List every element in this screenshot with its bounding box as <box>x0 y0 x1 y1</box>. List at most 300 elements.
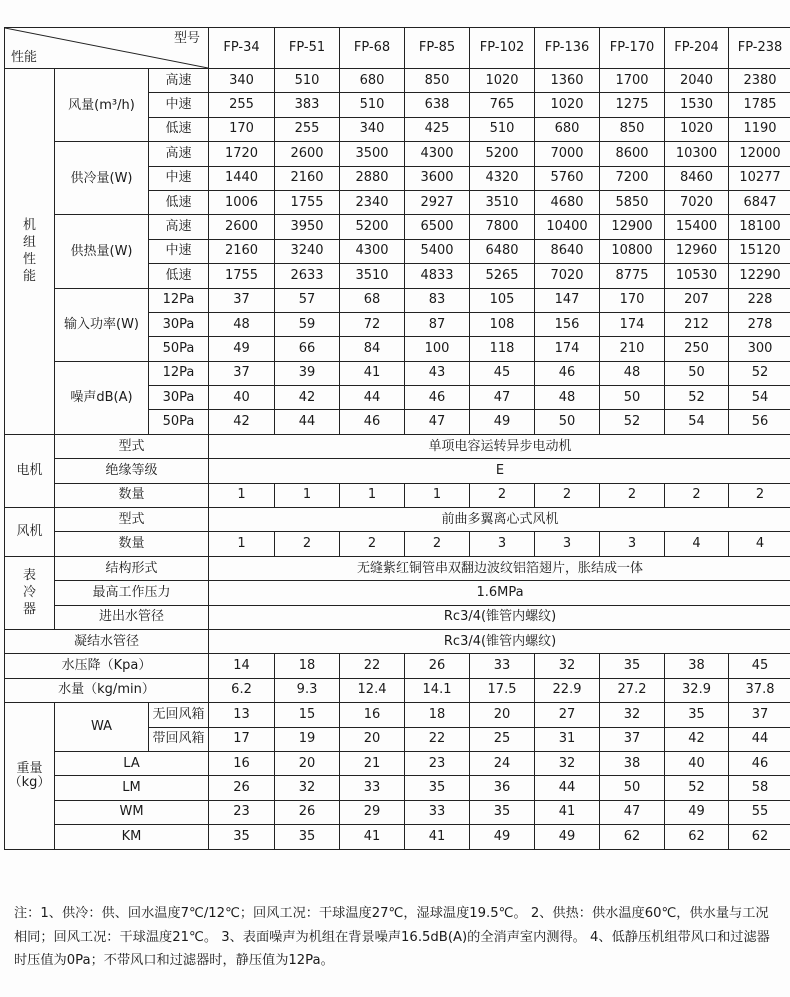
value-cell: 37 <box>729 703 790 727</box>
value-cell: 46 <box>729 751 790 775</box>
water-drop-label: 水压降（Kpa） <box>5 654 209 678</box>
value-cell: 8460 <box>665 166 729 190</box>
value-cell: 255 <box>275 117 340 141</box>
insulation-label: 绝缘等级 <box>55 459 209 483</box>
value-cell: 3510 <box>470 190 535 214</box>
value-cell: 59 <box>275 312 340 336</box>
value-cell: 49 <box>665 800 729 824</box>
value-cell: 48 <box>600 361 665 385</box>
motor-insulation-row <box>5 459 790 483</box>
value-cell: 2 <box>600 483 665 507</box>
fan-type-value: 前曲多翼离心式风机 <box>209 508 790 532</box>
value-cell: 66 <box>275 337 340 361</box>
value-cell: 37 <box>209 361 275 385</box>
value-cell: 5850 <box>600 190 665 214</box>
value-cell: 46 <box>405 386 470 410</box>
value-cell: 50 <box>535 410 600 434</box>
value-cell: 255 <box>209 93 275 117</box>
mode-label: 12Pa <box>149 288 209 312</box>
value-cell: 52 <box>729 361 790 385</box>
weight-row <box>5 800 790 824</box>
value-cell: 2600 <box>275 142 340 166</box>
value-cell: 3500 <box>340 142 405 166</box>
insulation-value: E <box>209 459 790 483</box>
value-cell: 31 <box>535 727 600 751</box>
value-cell: 52 <box>600 410 665 434</box>
value-cell: 1 <box>275 483 340 507</box>
value-cell: 3510 <box>340 264 405 288</box>
value-cell: 44 <box>729 727 790 751</box>
value-cell: 3950 <box>275 215 340 239</box>
value-cell: 43 <box>405 361 470 385</box>
mode-label: 中速 <box>149 93 209 117</box>
mode-label: 中速 <box>149 239 209 263</box>
value-cell: 7020 <box>535 264 600 288</box>
mode-label: 30Pa <box>149 312 209 336</box>
structure-value: 无缝紫红铜管串双翻边波纹铝箔翅片，胀结成一体 <box>209 556 790 580</box>
motor-type-row <box>5 434 790 458</box>
value-cell: 35 <box>470 800 535 824</box>
value-cell: 1020 <box>665 117 729 141</box>
value-cell: 250 <box>665 337 729 361</box>
param-label-power: 输入功率(W) <box>55 288 149 361</box>
value-cell: 4 <box>665 532 729 556</box>
value-cell: 2 <box>470 483 535 507</box>
value-cell: 35 <box>665 703 729 727</box>
param-label-noise: 噪声dB(A) <box>55 361 149 434</box>
value-cell: 680 <box>535 117 600 141</box>
value-cell: 105 <box>470 288 535 312</box>
value-cell: 62 <box>600 825 665 849</box>
value-cell: 21 <box>340 751 405 775</box>
value-cell: 38 <box>665 654 729 678</box>
value-cell: 41 <box>340 361 405 385</box>
value-cell: 42 <box>665 727 729 751</box>
motor-label: 电机 <box>5 434 55 507</box>
value-cell: 510 <box>470 117 535 141</box>
value-cell: 37.8 <box>729 678 790 702</box>
perf-row-noise <box>5 361 790 385</box>
value-cell: 10400 <box>535 215 600 239</box>
value-cell: 2633 <box>275 264 340 288</box>
water-drop-row <box>5 654 790 678</box>
model-col-header: FP-204 <box>665 28 729 69</box>
value-cell: 24 <box>470 751 535 775</box>
value-cell: 32 <box>600 703 665 727</box>
mode-label: 50Pa <box>149 410 209 434</box>
value-cell: 174 <box>600 312 665 336</box>
value-cell: 54 <box>665 410 729 434</box>
header-diagonal-cell <box>5 28 209 69</box>
model-col-header: FP-238 <box>729 28 790 69</box>
value-cell: 510 <box>275 69 340 93</box>
value-cell: 44 <box>340 386 405 410</box>
value-cell: 23 <box>405 751 470 775</box>
value-cell: 57 <box>275 288 340 312</box>
mode-label: 高速 <box>149 69 209 93</box>
mode-label: 12Pa <box>149 361 209 385</box>
value-cell: 10277 <box>729 166 790 190</box>
value-cell: 15120 <box>729 239 790 263</box>
value-cell: 40 <box>209 386 275 410</box>
value-cell: 425 <box>405 117 470 141</box>
value-cell: 340 <box>340 117 405 141</box>
value-cell: 3 <box>470 532 535 556</box>
value-cell: 22 <box>405 727 470 751</box>
unit-performance-label-text: 机组性能 <box>22 218 36 285</box>
value-cell: 5265 <box>470 264 535 288</box>
perf-row-heating <box>5 215 790 239</box>
value-cell: 29 <box>340 800 405 824</box>
value-cell: 14.1 <box>405 678 470 702</box>
value-cell: 87 <box>405 312 470 336</box>
value-cell: 7020 <box>665 190 729 214</box>
unit-performance-label <box>5 69 55 435</box>
value-cell: 62 <box>729 825 790 849</box>
value-cell: 2160 <box>275 166 340 190</box>
value-cell: 49 <box>470 825 535 849</box>
weight-variant-label: LA <box>55 751 209 775</box>
value-cell: 26 <box>405 654 470 678</box>
value-cell: 1755 <box>209 264 275 288</box>
value-cell: 47 <box>405 410 470 434</box>
model-col-header: FP-170 <box>600 28 665 69</box>
value-cell: 49 <box>535 825 600 849</box>
value-cell: 765 <box>470 93 535 117</box>
value-cell: 1190 <box>729 117 790 141</box>
value-cell: 6480 <box>470 239 535 263</box>
mode-label: 低速 <box>149 190 209 214</box>
model-col-header: FP-102 <box>470 28 535 69</box>
weight-row <box>5 776 790 800</box>
value-cell: 32.9 <box>665 678 729 702</box>
value-cell: 40 <box>665 751 729 775</box>
value-cell: 36 <box>470 776 535 800</box>
mode-label: 低速 <box>149 264 209 288</box>
value-cell: 12290 <box>729 264 790 288</box>
value-cell: 41 <box>535 800 600 824</box>
value-cell: 3 <box>600 532 665 556</box>
fan-coil-spec-table <box>4 27 790 850</box>
fan-qty-label: 数量 <box>55 532 209 556</box>
value-cell: 9.3 <box>275 678 340 702</box>
value-cell: 32 <box>275 776 340 800</box>
value-cell: 10800 <box>600 239 665 263</box>
value-cell: 2 <box>275 532 340 556</box>
value-cell: 147 <box>535 288 600 312</box>
value-cell: 48 <box>535 386 600 410</box>
motor-type-label: 型式 <box>55 434 209 458</box>
value-cell: 35 <box>405 776 470 800</box>
model-col-header: FP-136 <box>535 28 600 69</box>
weight-row <box>5 703 790 727</box>
value-cell: 38 <box>600 751 665 775</box>
value-cell: 10530 <box>665 264 729 288</box>
value-cell: 4833 <box>405 264 470 288</box>
value-cell: 8600 <box>600 142 665 166</box>
value-cell: 228 <box>729 288 790 312</box>
model-col-header: FP-51 <box>275 28 340 69</box>
value-cell: 84 <box>340 337 405 361</box>
value-cell: 35 <box>600 654 665 678</box>
value-cell: 2 <box>535 483 600 507</box>
fan-type-label: 型式 <box>55 508 209 532</box>
mode-label: 30Pa <box>149 386 209 410</box>
value-cell: 23 <box>209 800 275 824</box>
value-cell: 207 <box>665 288 729 312</box>
value-cell: 44 <box>275 410 340 434</box>
value-cell: 638 <box>405 93 470 117</box>
value-cell: 2340 <box>340 190 405 214</box>
value-cell: 2 <box>405 532 470 556</box>
fan-label: 风机 <box>5 508 55 557</box>
coil-pipe-row <box>5 605 790 629</box>
fan-qty-row <box>5 532 790 556</box>
model-col-header: FP-34 <box>209 28 275 69</box>
header-row <box>5 28 790 69</box>
value-cell: 4 <box>729 532 790 556</box>
value-cell: 15400 <box>665 215 729 239</box>
model-header: 型号 <box>174 31 201 46</box>
value-cell: 2 <box>665 483 729 507</box>
value-cell: 35 <box>275 825 340 849</box>
value-cell: 1 <box>340 483 405 507</box>
coil-label-text: 表冷器 <box>22 568 36 618</box>
value-cell: 50 <box>665 361 729 385</box>
value-cell: 2160 <box>209 239 275 263</box>
value-cell: 41 <box>340 825 405 849</box>
value-cell: 22 <box>340 654 405 678</box>
value-cell: 12000 <box>729 142 790 166</box>
weight-variant-label: WM <box>55 800 209 824</box>
value-cell: 6.2 <box>209 678 275 702</box>
value-cell: 39 <box>275 361 340 385</box>
value-cell: 20 <box>470 703 535 727</box>
value-cell: 1530 <box>665 93 729 117</box>
value-cell: 42 <box>275 386 340 410</box>
value-cell: 16 <box>340 703 405 727</box>
value-cell: 2040 <box>665 69 729 93</box>
value-cell: 2380 <box>729 69 790 93</box>
weight-variant-label: KM <box>55 825 209 849</box>
perf-row-cooling <box>5 142 790 166</box>
value-cell: 12.4 <box>340 678 405 702</box>
value-cell: 340 <box>209 69 275 93</box>
value-cell: 49 <box>470 410 535 434</box>
value-cell: 55 <box>729 800 790 824</box>
value-cell: 37 <box>600 727 665 751</box>
table-body <box>5 28 790 850</box>
value-cell: 72 <box>340 312 405 336</box>
value-cell: 45 <box>729 654 790 678</box>
value-cell: 1440 <box>209 166 275 190</box>
weight-label <box>5 703 55 849</box>
value-cell: 1360 <box>535 69 600 93</box>
value-cell: 210 <box>600 337 665 361</box>
model-col-header: FP-85 <box>405 28 470 69</box>
value-cell: 26 <box>275 800 340 824</box>
water-flow-label: 水量（kg/min） <box>5 678 209 702</box>
value-cell: 1020 <box>470 69 535 93</box>
value-cell: 4320 <box>470 166 535 190</box>
value-cell: 17.5 <box>470 678 535 702</box>
value-cell: 118 <box>470 337 535 361</box>
value-cell: 1 <box>209 532 275 556</box>
value-cell: 6847 <box>729 190 790 214</box>
value-cell: 22.9 <box>535 678 600 702</box>
motor-type-value: 单项电容运转异步电动机 <box>209 434 790 458</box>
param-label-heating: 供热量(W) <box>55 215 149 288</box>
value-cell: 49 <box>209 337 275 361</box>
value-cell: 32 <box>535 654 600 678</box>
weight-variant-label: LM <box>55 776 209 800</box>
value-cell: 14 <box>209 654 275 678</box>
value-cell: 52 <box>665 386 729 410</box>
pressure-label: 最高工作压力 <box>55 581 209 605</box>
value-cell: 27 <box>535 703 600 727</box>
value-cell: 174 <box>535 337 600 361</box>
value-cell: 278 <box>729 312 790 336</box>
value-cell: 1720 <box>209 142 275 166</box>
value-cell: 18100 <box>729 215 790 239</box>
value-cell: 45 <box>470 361 535 385</box>
value-cell: 8640 <box>535 239 600 263</box>
value-cell: 2880 <box>340 166 405 190</box>
pressure-value: 1.6MPa <box>209 581 790 605</box>
value-cell: 2 <box>729 483 790 507</box>
param-label-cooling: 供冷量(W) <box>55 142 149 215</box>
value-cell: 7000 <box>535 142 600 166</box>
value-cell: 27.2 <box>600 678 665 702</box>
condensate-label: 凝结水管径 <box>5 629 209 653</box>
mode-label: 低速 <box>149 117 209 141</box>
weight-row <box>5 751 790 775</box>
value-cell: 5200 <box>340 215 405 239</box>
value-cell: 62 <box>665 825 729 849</box>
coil-label <box>5 556 55 629</box>
value-cell: 32 <box>535 751 600 775</box>
mode-label: 高速 <box>149 142 209 166</box>
value-cell: 68 <box>340 288 405 312</box>
value-cell: 1755 <box>275 190 340 214</box>
weight-label-top: 重量 <box>16 760 43 776</box>
value-cell: 3600 <box>405 166 470 190</box>
value-cell: 3 <box>535 532 600 556</box>
value-cell: 56 <box>729 410 790 434</box>
value-cell: 1700 <box>600 69 665 93</box>
value-cell: 37 <box>209 288 275 312</box>
value-cell: 850 <box>600 117 665 141</box>
structure-label: 结构形式 <box>55 556 209 580</box>
motor-qty-row <box>5 483 790 507</box>
value-cell: 17 <box>209 727 275 751</box>
value-cell: 46 <box>535 361 600 385</box>
weight-row <box>5 825 790 849</box>
value-cell: 5400 <box>405 239 470 263</box>
value-cell: 212 <box>665 312 729 336</box>
value-cell: 7800 <box>470 215 535 239</box>
value-cell: 16 <box>209 751 275 775</box>
value-cell: 6500 <box>405 215 470 239</box>
value-cell: 156 <box>535 312 600 336</box>
value-cell: 35 <box>209 825 275 849</box>
value-cell: 1 <box>209 483 275 507</box>
value-cell: 15 <box>275 703 340 727</box>
value-cell: 1020 <box>535 93 600 117</box>
value-cell: 5200 <box>470 142 535 166</box>
perf-row-power <box>5 288 790 312</box>
value-cell: 4680 <box>535 190 600 214</box>
value-cell: 44 <box>535 776 600 800</box>
param-label-airflow: 风量(m³/h) <box>55 69 149 142</box>
fan-type-row <box>5 508 790 532</box>
value-cell: 10300 <box>665 142 729 166</box>
mode-label: 高速 <box>149 215 209 239</box>
value-cell: 20 <box>275 751 340 775</box>
condensate-row <box>5 629 790 653</box>
value-cell: 54 <box>729 386 790 410</box>
mode-label: 50Pa <box>149 337 209 361</box>
weight-unit: （kg） <box>8 774 51 790</box>
value-cell: 50 <box>600 386 665 410</box>
water-flow-row <box>5 678 790 702</box>
value-cell: 20 <box>340 727 405 751</box>
value-cell: 108 <box>470 312 535 336</box>
value-cell: 12900 <box>600 215 665 239</box>
value-cell: 1785 <box>729 93 790 117</box>
value-cell: 33 <box>405 800 470 824</box>
weight-variant-label: 带回风箱 <box>149 727 209 751</box>
value-cell: 26 <box>209 776 275 800</box>
value-cell: 12960 <box>665 239 729 263</box>
mode-label: 中速 <box>149 166 209 190</box>
weight-variant-label: 无回风箱 <box>149 703 209 727</box>
value-cell: 33 <box>470 654 535 678</box>
value-cell: 46 <box>340 410 405 434</box>
value-cell: 3240 <box>275 239 340 263</box>
value-cell: 7200 <box>600 166 665 190</box>
value-cell: 170 <box>209 117 275 141</box>
value-cell: 2600 <box>209 215 275 239</box>
value-cell: 5760 <box>535 166 600 190</box>
footnotes: 注：1、供冷：供、回水温度7℃/12℃；回风工况：干球温度27℃，湿球温度19.5℃。 2、供热：供水温度60℃，供水量与工况相同；回风工况：干球温度21℃。 3、表面噪声为机组在背景噪声16.5dB(A)的全消声室内测得。 4、低静压机组带风口和过滤器时压值为0Pa；不带风口和过滤器时，静压值为12Pa。 <box>14 906 770 968</box>
coil-structure-row <box>5 556 790 580</box>
value-cell: 52 <box>665 776 729 800</box>
value-cell: 18 <box>275 654 340 678</box>
value-cell: 19 <box>275 727 340 751</box>
value-cell: 850 <box>405 69 470 93</box>
value-cell: 50 <box>600 776 665 800</box>
value-cell: 2927 <box>405 190 470 214</box>
value-cell: 1006 <box>209 190 275 214</box>
value-cell: 1275 <box>600 93 665 117</box>
value-cell: 8775 <box>600 264 665 288</box>
value-cell: 4300 <box>340 239 405 263</box>
value-cell: 47 <box>600 800 665 824</box>
model-col-header: FP-68 <box>340 28 405 69</box>
value-cell: 13 <box>209 703 275 727</box>
value-cell: 4300 <box>405 142 470 166</box>
perf-row-airflow <box>5 69 790 93</box>
value-cell: 1 <box>405 483 470 507</box>
pipe-label: 进出水管径 <box>55 605 209 629</box>
value-cell: 680 <box>340 69 405 93</box>
coil-pressure-row <box>5 581 790 605</box>
value-cell: 58 <box>729 776 790 800</box>
value-cell: 48 <box>209 312 275 336</box>
value-cell: 300 <box>729 337 790 361</box>
value-cell: 170 <box>600 288 665 312</box>
